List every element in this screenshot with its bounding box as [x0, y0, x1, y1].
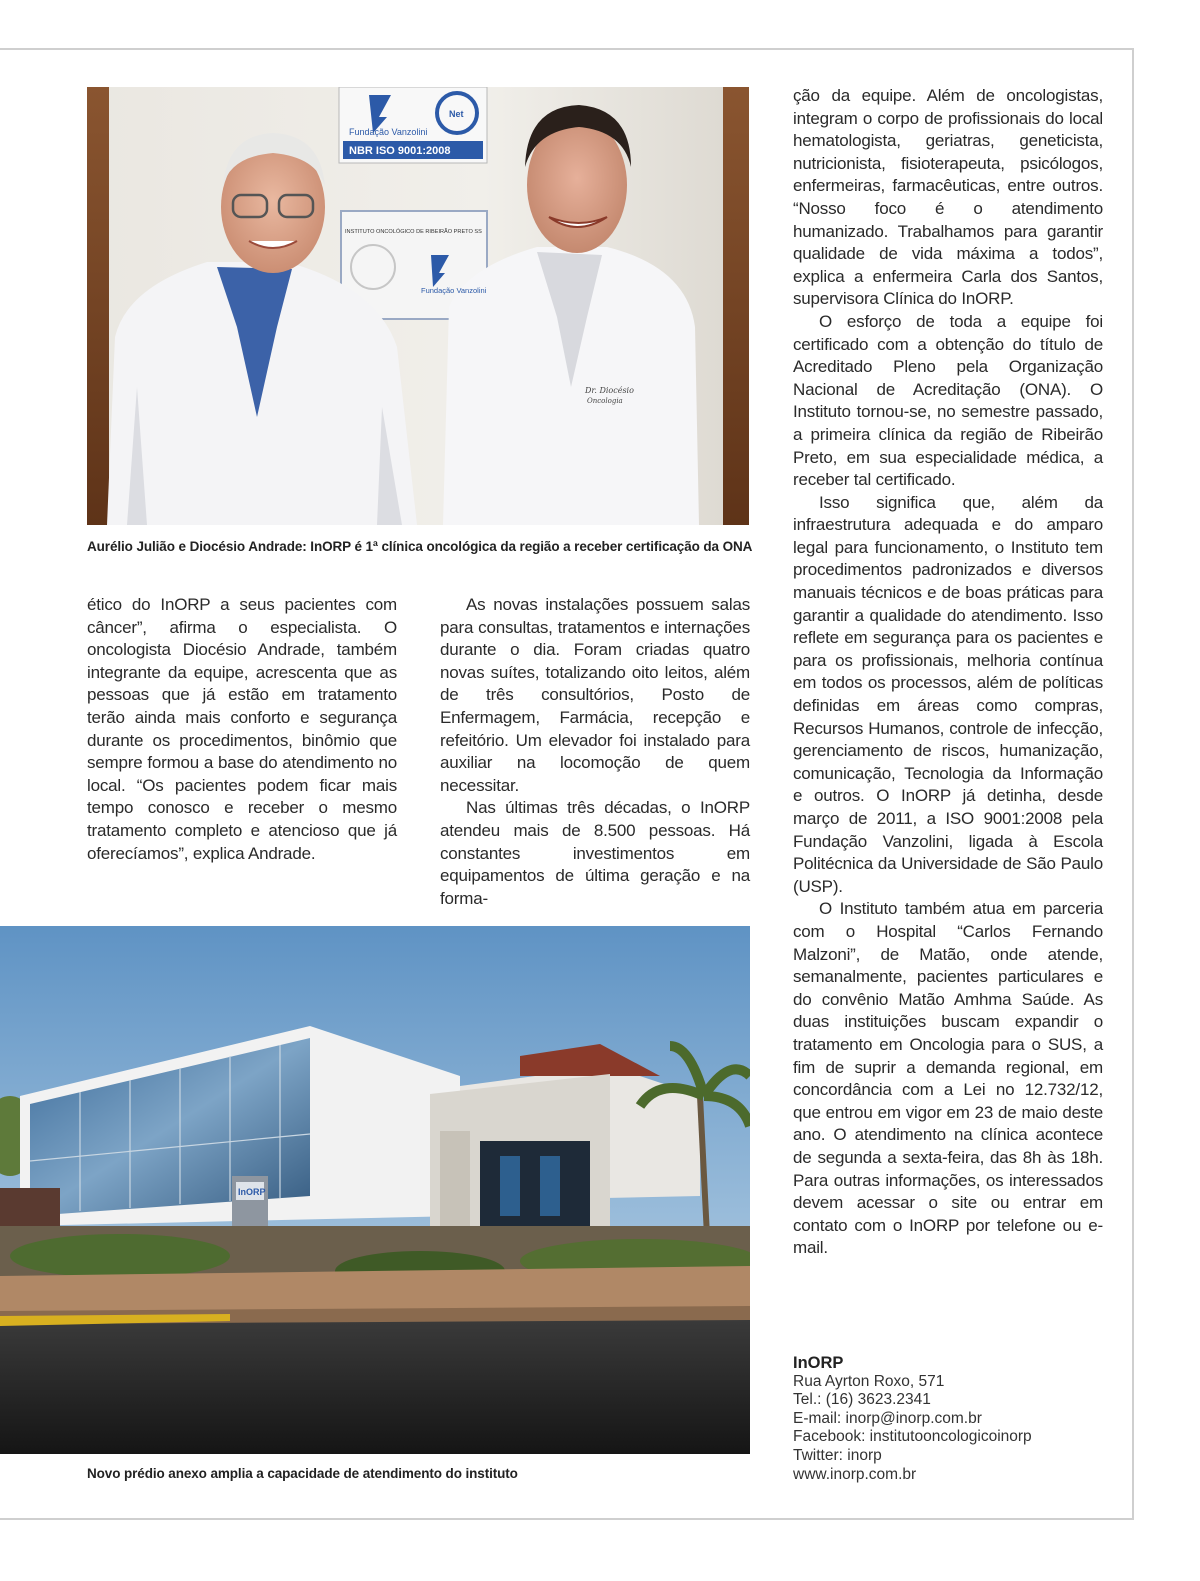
contact-twitter[interactable]: Twitter: inorp [793, 1446, 882, 1464]
sign-norm: NBR ISO 9001:2008 [349, 145, 451, 157]
contact-facebook[interactable]: Facebook: institutooncologicoinorp [793, 1428, 1032, 1446]
contact-phone: Tel.: (16) 3623.2341 [793, 1391, 931, 1409]
plaque-title: INSTITUTO ONCOLÓGICO DE RIBEIRÃO PRETO SS [345, 229, 482, 235]
right-paragraph-4: O Instituto também atua em parceria com o Hospital “Carlos Fernando Malzoni”, de Matão, onde atende, semanalmente, pacientes particulares e do convênio Matão Amhma Saúde. As duas instituições buscam expandir o tratamento em Oncologia para o SUS, a fim de suprir a demanda regional, em concordância com a Lei no 12.732/12, que entrou em vigor em 23 de maio deste ano. O atendimento na clínica acontece de segunda a sexta-feira, das 8h às 18h. Para outras informações, os interessados devem acessar o site ou entrar em contato com o InORP por telefone ou e-mail. [793, 899, 1103, 1258]
sign-brand: Fundação Vanzolini [349, 127, 428, 137]
doctors-photo-caption: Aurélio Julião e Diocésio Andrade: InORP é 1ª clínica oncológica da região a receber certificação da ONA [87, 539, 753, 554]
building-photo-caption: Novo prédio anexo amplia a capacidade de atendimento do instituto [87, 1466, 518, 1481]
contact-email[interactable]: E-mail: inorp@inorp.com.br [793, 1409, 982, 1427]
contact-address: Rua Ayrton Roxo, 571 [793, 1372, 945, 1390]
article-column-right [793, 85, 1103, 1260]
right-paragraph-1: ção da equipe. Além de oncologistas, integram o corpo de profissionais do local hematologista, geriatras, geneticista, nutricionista, fisioterapeuta, psicólogos, enfermeiras, farmacêuticas, entre outros. “Nosso foco é o atendimento humanizado. Trabalhamos para garantir qualidade de vida máxima a todos”, explica a enfermeira Carla dos Santos, supervisora Clínica do InORP. [793, 86, 1103, 309]
coat-label-dept: Oncologia [587, 397, 623, 405]
contact-name: InORP [793, 1354, 844, 1372]
contact-info [793, 1354, 1032, 1484]
right-paragraph-2: O esforço de toda a equipe foi certificado com a obtenção do título de Acreditado Pleno pela Organização Nacional de Acreditação (ONA). O Instituto tornou-se, no semestre passado, a primeira clínica da região de Ribeirão Preto, em sua especialidade médica, a receber tal certificado. [793, 311, 1103, 490]
building-photo [0, 926, 750, 1454]
plaque-brand: Fundação Vanzolini [421, 286, 487, 295]
middle-paragraph-1: As novas instalações possuem salas para consultas, tratamentos e internações durante o dia. Foram criadas quatro novas suítes, totalizando oito leitos, além de três consultórios, Posto de Enfermagem, Farmácia, recepção e refeitório. Um elevador foi instalado para auxiliar na locomoção de quem necessitar. [440, 595, 750, 795]
left-paragraph: ético do InORP a seus pacientes com câncer”, afirma o especialista. O oncologista Diocésio Andrade, também integrante da equipe, acrescenta que as pessoas que já estão em tratamento terão ainda mais conforto e segurança durante os procedimentos, binômio que sempre formou a base do atendimento no local. “Os pacientes podem ficar mais tempo conosco e receber o mesmo tratamento completo e atencioso que já oferecíamos”, explica Andrade. [87, 595, 397, 863]
doctors-photo [87, 87, 749, 525]
article-column-middle [440, 594, 750, 910]
building-sign: InORP [238, 1187, 266, 1197]
right-paragraph-3: Isso significa que, além da infraestrutura adequada e do amparo legal para funcionamento, o Instituto tem procedimentos padronizados e diversos manuais técnicos e de boas práticas para garantir a qualidade do atendimento. Isso reflete em segurança para os pacientes e para os profissionais, melhoria contínua em todos os processos, além de políticas definidas em áreas como compras, Recursos Humanos, controle de infecção, gerenciamento de riscos, humanização, comunicação, Tecnologia da Informação e outros. O InORP já detinha, desde março de 2011, a ISO 9001:2008 pela Fundação Vanzolini, ligada à Escola Politécnica da Universidade de São Paulo (USP). [793, 492, 1103, 896]
middle-paragraph-2: Nas últimas três décadas, o InORP atendeu mais de 8.500 pessoas. Há constantes investimentos em equipamentos de última geração e na forma- [440, 798, 750, 908]
article-column-left [87, 594, 397, 865]
coat-label-name: Dr. Diocésio [585, 386, 634, 395]
contact-website-link[interactable]: www.inorp.com.br [793, 1465, 917, 1483]
sign-badge: Net [449, 109, 464, 119]
